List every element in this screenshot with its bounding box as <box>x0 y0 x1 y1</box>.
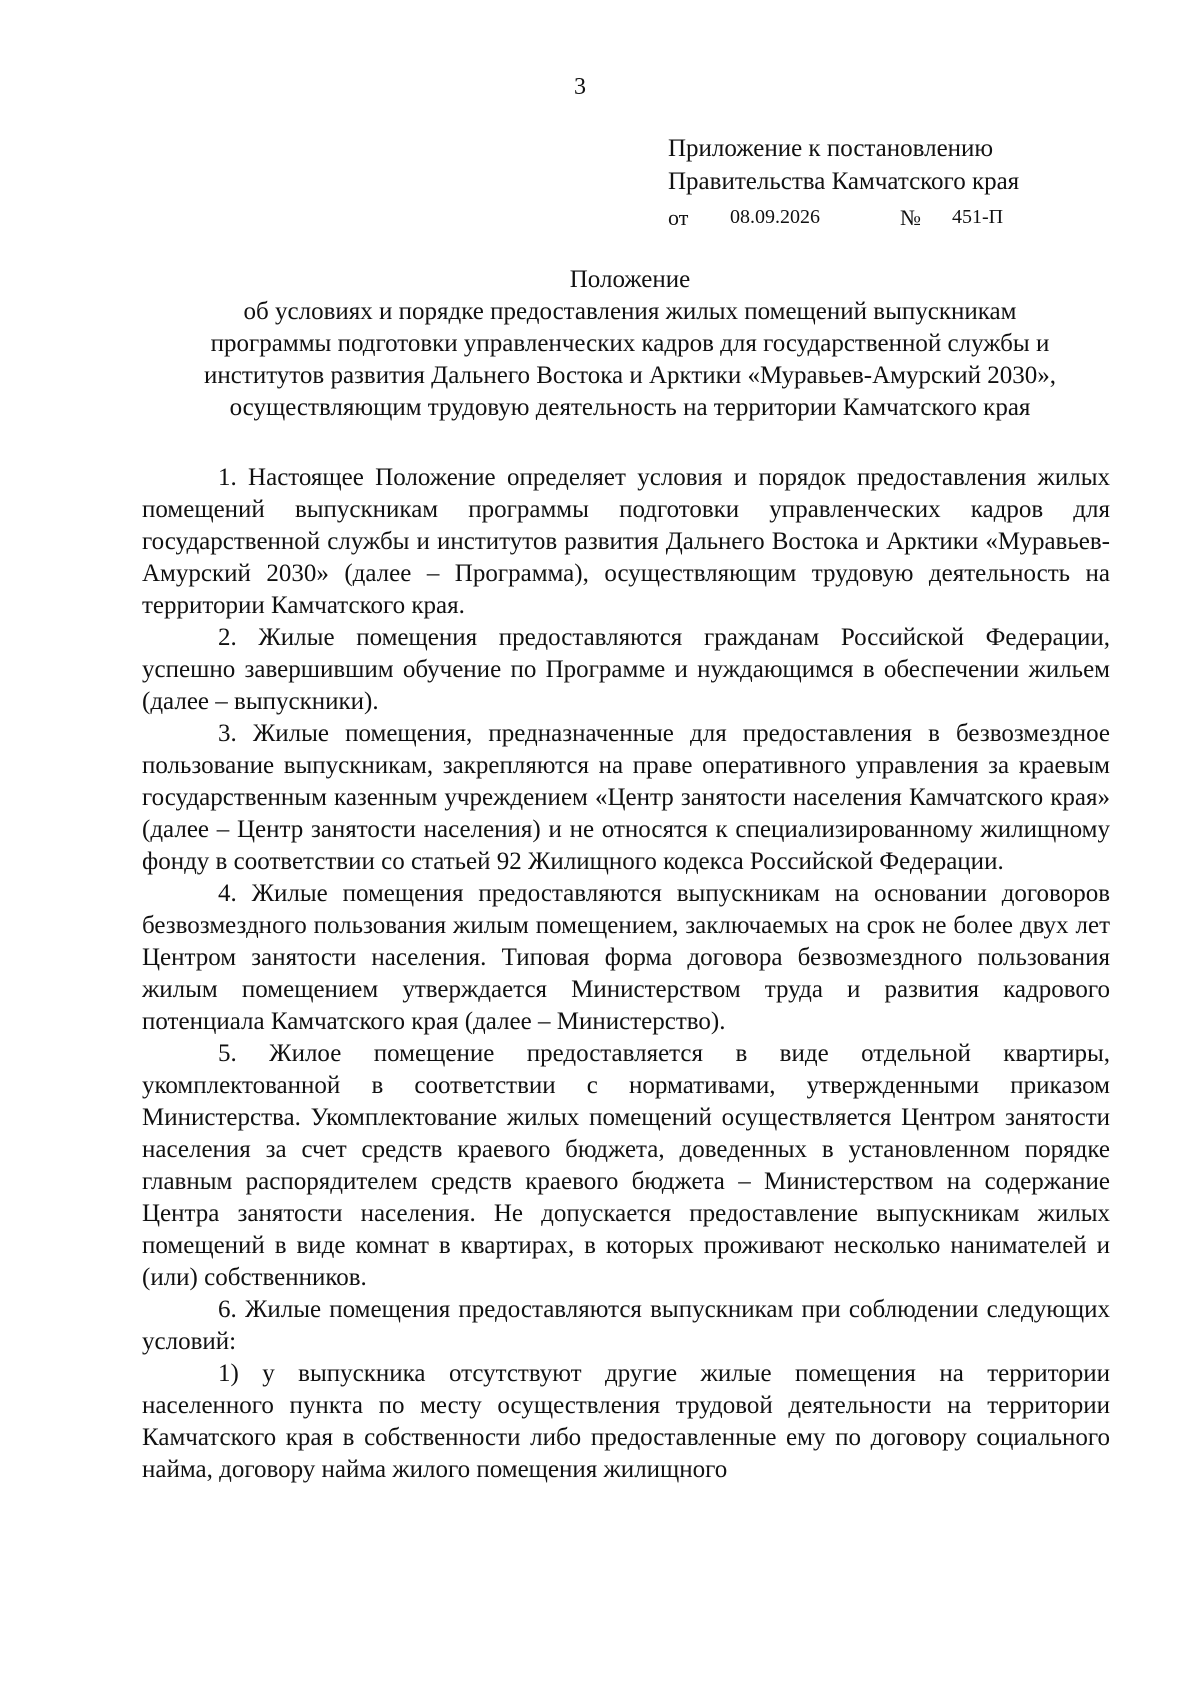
title-line-1: Положение <box>569 266 691 293</box>
title-line-4: институтов развития Дальнего Востока и Арктики «Муравьев-Амурский 2030», <box>204 362 1056 389</box>
appendix-line-1: Приложение к постановлению <box>668 135 994 162</box>
number-sign: № <box>900 205 921 230</box>
title-line-5: осуществляющим трудовую деятельность на территории Камчатского края <box>229 394 1031 421</box>
resolution-number: 451-П <box>952 206 1004 228</box>
page-number: 3 <box>574 74 586 100</box>
paragraph-6: 6. Жилые помещения предоставляются выпускникам при соблюдении следующих условий: <box>142 1296 1110 1355</box>
document-body <box>142 462 1110 1486</box>
title-line-2: об условиях и порядке предоставления жилых помещений выпускникам <box>243 298 1017 325</box>
paragraph-3: 3. Жилые помещения, предназначенные для предоставления в безвозмездное пользование выпускникам, закрепляются на праве оперативного управления за краевым государственным казенным учреждением «Центр занятости населения Камчатского края» (далее – Центр занятости населения) и не относятся к специализированному жилищному фонду в соответствии со статьей 92 Жилищного кодекса Российской Федерации. <box>142 720 1110 875</box>
ot-label: от <box>668 205 689 230</box>
paragraph-4: 4. Жилые помещения предоставляются выпускникам на основании договоров безвозмездного пользования жилым помещением, заключаемых на срок не более двух лет Центром занятости населения. Типовая форма договора безвозмездного пользования жилым помещением утверждается Министерством труда и развития кадрового потенциала Камчатского края (далее – Министерство). <box>142 880 1110 1035</box>
paragraph-2: 2. Жилые помещения предоставляются гражданам Российской Федерации, успешно завершившим обучение по Программе и нуждающимся в обеспечении жильем (далее – выпускники). <box>142 624 1110 715</box>
appendix-date-row <box>668 198 1019 232</box>
appendix-header <box>668 132 1019 232</box>
paragraph-6-item-1: 1) у выпускника отсутствуют другие жилые помещения на территории населенного пункта по месту осуществления трудовой деятельности на территории Камчатского края в собственности либо предоставленные ему по договору социального найма, договору найма жилого помещения жилищного <box>142 1360 1110 1483</box>
title-line-3: программы подготовки управленческих кадров для государственной службы и <box>210 330 1050 357</box>
paragraph-1: 1. Настоящее Положение определяет условия и порядок предоставления жилых помещений выпускникам программы подготовки управленческих кадров для государственной службы и институтов развития Дальнего Востока и Арктики «Муравьев-Амурский 2030» (далее – Программа), осуществляющим трудовую деятельность на территории Камчатского края. <box>142 464 1110 619</box>
document-title <box>130 264 1130 424</box>
resolution-date: 08.09.2026 <box>730 206 820 228</box>
appendix-line-2: Правительства Камчатского края <box>668 168 1020 195</box>
paragraph-5: 5. Жилое помещение предоставляется в виде отдельной квартиры, укомплектованной в соответствии с нормативами, утвержденными приказом Министерства. Укомплектование жилых помещений осуществляется Центром занятости населения за счет средств краевого бюджета, доведенных в установленном порядке главным распорядителем средств краевого бюджета – Министерством на содержание Центра занятости населения. Не допускается предоставление выпускникам жилых помещений в виде комнат в квартирах, в которых проживают несколько нанимателей и (или) собственников. <box>142 1040 1110 1291</box>
